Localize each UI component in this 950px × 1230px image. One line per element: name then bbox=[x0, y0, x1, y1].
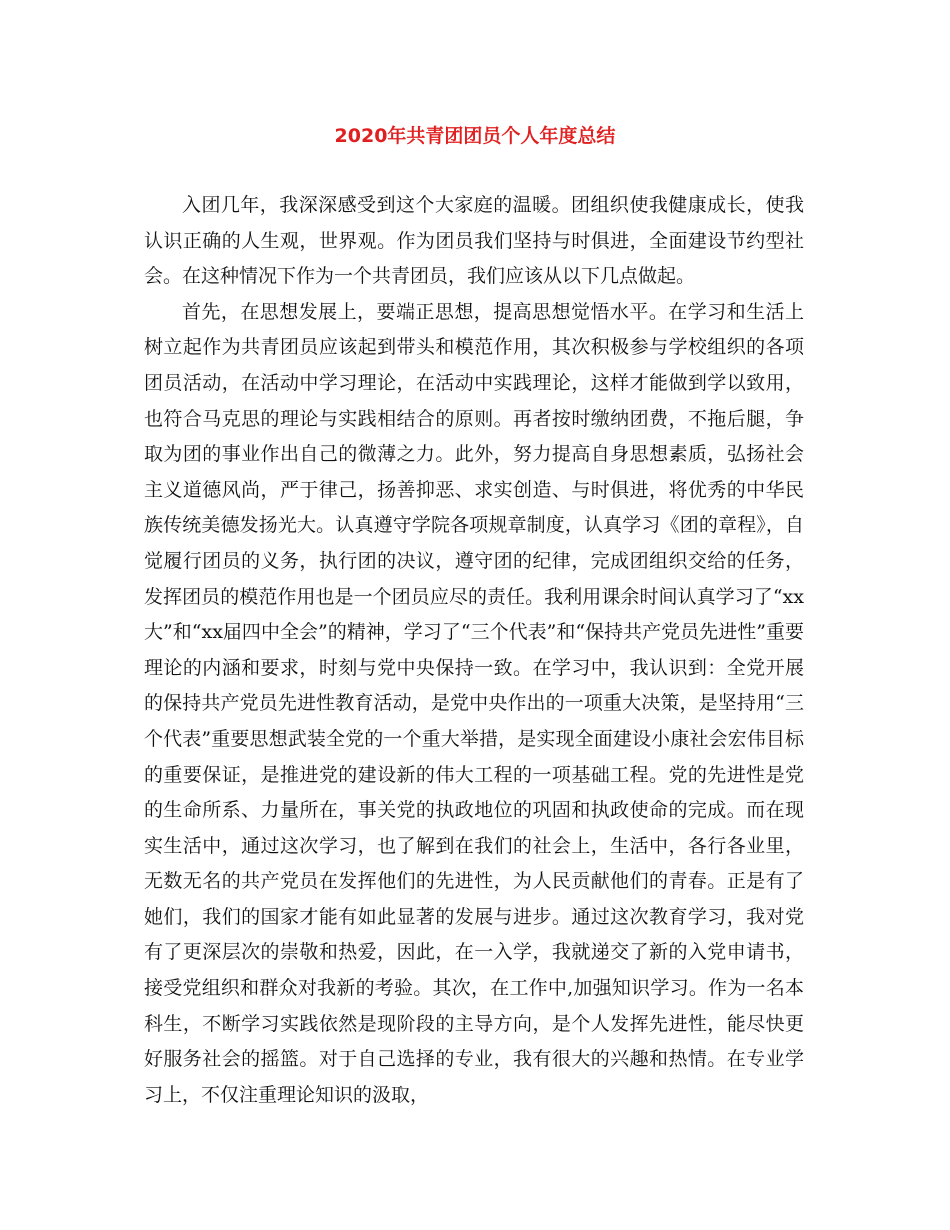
paragraph-intro: 入团几年，我深深感受到这个大家庭的温暖。团组织使我健康成长，使我认识正确的人生观，世界观。作为团员我们坚持与时俱进，全面建设节约型社会。在这种情况下作为一个共青团员，我们应该从以下几点做起。 bbox=[144, 194, 804, 288]
paragraph-main: 首先，在思想发展上，要端正思想，提高思想觉悟水平。在学习和生活上树立起作为共青团员应该起到带头和模范作用，其次积极参与学校组织的各项团员活动，在活动中学习理论，在活动中实践理论，这样才能做到学以致用，也符合马克思的理论与实践相结合的原则。再者按时缴纳团费，不拖后腿，争取为团的事业作出自己的微薄之力。此外，努力提高自身思想素质，弘扬社会主义道德风尚，严于律己，扬善抑恶、求实创造、与时俱进，将优秀的中华民族传统美德发扬光大。认真遵守学院各项规章制度，认真学习《团的章程》，自觉履行团员的义务，执行团的决议，遵守团的纪律，完成团组织交给的任务，发挥团员的模范作用也是一个团员应尽的责任。我利用课余时间认真学习了“xx大”和“xx届四中全会”的精神，学习了“三个代表”和“保持共产党员先进性”重要理论的内涵和要求，时刻与党中央保持一致。在学习中，我认识到：全党开展的保持共产党员先进性教育活动，是党中央作出的一项重大决策，是坚持用“三个代表”重要思想武装全党的一个重大举措，是实现全面建设小康社会宏伟目标的重要保证，是推进党的建设新的伟大工程的一项基础工程。党的先进性是党的生命所系、力量所在，事关党的执政地位的巩固和执政使命的完成。而在现实生活中，通过这次学习，也了解到在我们的社会上，生活中，各行各业里，无数无名的共产党员在发挥他们的先进性，为人民贡献他们的青春。正是有了她们，我们的国家才能有如此显著的发展与进步。通过这次教育学习，我对党有了更深层次的崇敬和热爱，因此，在一入学，我就递交了新的入党申请书，接受党组织和群众对我新的考验。其次，在工作中,加强知识学习。作为一名本科生，不断学习实践依然是现阶段的主导方向，是个人发挥先进性，能尽快更好服务社会的摇篮。对于自己选择的专业，我有很大的兴趣和热情。在专业学习上，不仅注重理论知识的汲取， bbox=[144, 300, 804, 1106]
document-title: 2020年共青团团员个人年度总结 bbox=[334, 125, 616, 147]
document-body bbox=[144, 188, 804, 1113]
